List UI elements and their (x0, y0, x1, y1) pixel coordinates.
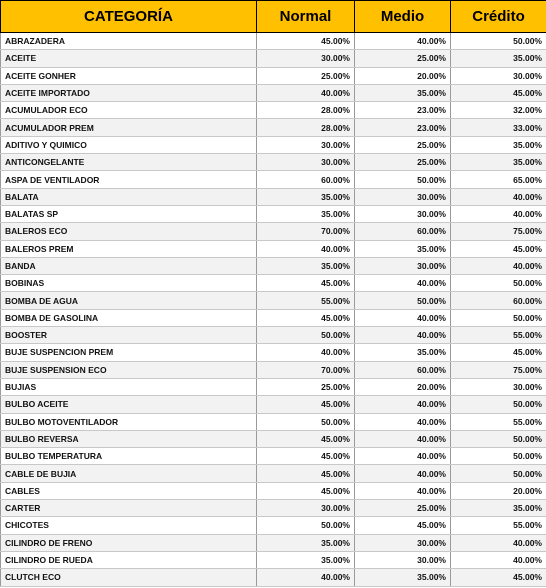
cell-credito[interactable]: 35.00% (451, 154, 546, 171)
cell-credito[interactable]: 75.00% (451, 223, 546, 240)
cell-categoria[interactable]: BOOSTER (1, 327, 257, 344)
cell-categoria[interactable]: BALATA (1, 188, 257, 205)
cell-credito[interactable]: 35.00% (451, 500, 546, 517)
cell-categoria[interactable]: ABRAZADERA (1, 33, 257, 50)
table-row[interactable] (1, 102, 546, 119)
cell-medio[interactable]: 40.00% (355, 413, 451, 430)
cell-medio[interactable]: 50.00% (355, 292, 451, 309)
cell-normal[interactable]: 50.00% (257, 327, 355, 344)
cell-medio[interactable]: 23.00% (355, 119, 451, 136)
cell-categoria[interactable]: BOMBA DE AGUA (1, 292, 257, 309)
cell-credito[interactable]: 50.00% (451, 396, 546, 413)
cell-credito[interactable]: 65.00% (451, 171, 546, 188)
table-row[interactable] (1, 500, 546, 517)
table-row[interactable] (1, 534, 546, 551)
table-row[interactable] (1, 188, 546, 205)
cell-credito[interactable]: 55.00% (451, 517, 546, 534)
cell-categoria[interactable]: BALEROS PREM (1, 240, 257, 257)
cell-credito[interactable]: 35.00% (451, 136, 546, 153)
cell-medio[interactable]: 60.00% (355, 223, 451, 240)
cell-categoria[interactable]: ACEITE (1, 50, 257, 67)
cell-categoria[interactable]: ADITIVO Y QUIMICO (1, 136, 257, 153)
cell-normal[interactable]: 28.00% (257, 119, 355, 136)
table-row[interactable] (1, 257, 546, 274)
header-row (1, 1, 546, 33)
cell-categoria[interactable]: ACUMULADOR PREM (1, 119, 257, 136)
table-header (1, 1, 546, 33)
cell-credito[interactable]: 60.00% (451, 292, 546, 309)
cell-medio[interactable]: 50.00% (355, 171, 451, 188)
cell-categoria[interactable]: BOMBA DE GASOLINA (1, 309, 257, 326)
cell-normal[interactable]: 70.00% (257, 361, 355, 378)
cell-credito[interactable]: 50.00% (451, 465, 546, 482)
cell-medio[interactable]: 60.00% (355, 361, 451, 378)
cell-medio[interactable]: 40.00% (355, 396, 451, 413)
cell-medio[interactable]: 25.00% (355, 500, 451, 517)
table-row[interactable] (1, 327, 546, 344)
cell-categoria[interactable]: BALATAS SP (1, 205, 257, 222)
cell-credito[interactable]: 40.00% (451, 205, 546, 222)
column-header-medio[interactable]: Medio (355, 1, 451, 33)
table-row[interactable] (1, 205, 546, 222)
cell-normal[interactable]: 35.00% (257, 534, 355, 551)
table-row[interactable] (1, 292, 546, 309)
cell-medio[interactable]: 25.00% (355, 154, 451, 171)
cell-categoria[interactable]: BULBO ACEITE (1, 396, 257, 413)
cell-medio[interactable]: 30.00% (355, 534, 451, 551)
cell-credito[interactable]: 55.00% (451, 327, 546, 344)
cell-medio[interactable]: 35.00% (355, 569, 451, 586)
cell-medio[interactable]: 45.00% (355, 517, 451, 534)
cell-medio[interactable]: 20.00% (355, 378, 451, 395)
cell-credito[interactable]: 45.00% (451, 344, 546, 361)
cell-normal[interactable]: 45.00% (257, 448, 355, 465)
cell-medio[interactable]: 40.00% (355, 327, 451, 344)
cell-credito[interactable]: 32.00% (451, 102, 546, 119)
table-row[interactable] (1, 67, 546, 84)
table-row[interactable] (1, 240, 546, 257)
cell-medio[interactable]: 35.00% (355, 240, 451, 257)
cell-medio[interactable]: 25.00% (355, 50, 451, 67)
table-row[interactable] (1, 430, 546, 447)
column-header-categoria[interactable]: CATEGORÍA (1, 1, 257, 33)
cell-medio[interactable]: 35.00% (355, 84, 451, 101)
cell-normal[interactable]: 50.00% (257, 517, 355, 534)
cell-medio[interactable]: 20.00% (355, 67, 451, 84)
cell-normal[interactable]: 28.00% (257, 102, 355, 119)
cell-categoria[interactable]: CABLE DE BUJIA (1, 465, 257, 482)
table-row[interactable] (1, 378, 546, 395)
cell-normal[interactable]: 35.00% (257, 188, 355, 205)
cell-normal[interactable]: 25.00% (257, 67, 355, 84)
table-row[interactable] (1, 361, 546, 378)
cell-credito[interactable]: 75.00% (451, 361, 546, 378)
cell-credito[interactable]: 50.00% (451, 275, 546, 292)
cell-categoria[interactable]: ACEITE IMPORTADO (1, 84, 257, 101)
cell-credito[interactable]: 45.00% (451, 240, 546, 257)
cell-normal[interactable]: 40.00% (257, 569, 355, 586)
cell-normal[interactable]: 35.00% (257, 205, 355, 222)
table-row[interactable] (1, 551, 546, 568)
cell-normal[interactable]: 35.00% (257, 257, 355, 274)
cell-medio[interactable]: 30.00% (355, 188, 451, 205)
cell-credito[interactable]: 35.00% (451, 50, 546, 67)
cell-medio[interactable]: 40.00% (355, 430, 451, 447)
table-row[interactable] (1, 309, 546, 326)
cell-categoria[interactable]: BUJIAS (1, 378, 257, 395)
cell-categoria[interactable]: BULBO MOTOVENTILADOR (1, 413, 257, 430)
table-row[interactable] (1, 482, 546, 499)
cell-credito[interactable]: 40.00% (451, 551, 546, 568)
cell-medio[interactable]: 23.00% (355, 102, 451, 119)
cell-categoria[interactable]: CABLES (1, 482, 257, 499)
cell-credito[interactable]: 55.00% (451, 413, 546, 430)
cell-medio[interactable]: 30.00% (355, 551, 451, 568)
cell-medio[interactable]: 30.00% (355, 205, 451, 222)
cell-categoria[interactable]: ACEITE GONHER (1, 67, 257, 84)
cell-categoria[interactable]: BOBINAS (1, 275, 257, 292)
cell-normal[interactable]: 70.00% (257, 223, 355, 240)
table-row[interactable] (1, 275, 546, 292)
cell-categoria[interactable]: ACUMULADOR ECO (1, 102, 257, 119)
cell-normal[interactable]: 30.00% (257, 154, 355, 171)
cell-normal[interactable]: 45.00% (257, 482, 355, 499)
cell-normal[interactable]: 45.00% (257, 309, 355, 326)
table-row[interactable] (1, 465, 546, 482)
cell-categoria[interactable]: BULBO TEMPERATURA (1, 448, 257, 465)
table-row[interactable] (1, 84, 546, 101)
column-header-normal[interactable]: Normal (257, 1, 355, 33)
cell-medio[interactable]: 40.00% (355, 482, 451, 499)
cell-medio[interactable]: 30.00% (355, 257, 451, 274)
column-header-credito[interactable]: Crédito (451, 1, 546, 33)
table-row[interactable] (1, 396, 546, 413)
table-row[interactable] (1, 50, 546, 67)
cell-credito[interactable]: 40.00% (451, 534, 546, 551)
cell-normal[interactable]: 40.00% (257, 240, 355, 257)
cell-credito[interactable]: 30.00% (451, 378, 546, 395)
table-row[interactable] (1, 569, 546, 586)
cell-categoria[interactable]: BUJE SUSPENCION PREM (1, 344, 257, 361)
table-row[interactable] (1, 119, 546, 136)
cell-medio[interactable]: 40.00% (355, 465, 451, 482)
cell-categoria[interactable]: CILINDRO DE RUEDA (1, 551, 257, 568)
table-body (1, 33, 546, 587)
cell-medio[interactable]: 40.00% (355, 275, 451, 292)
cell-medio[interactable]: 40.00% (355, 33, 451, 50)
cell-categoria[interactable]: CILINDRO DE FRENO (1, 534, 257, 551)
cell-medio[interactable]: 35.00% (355, 344, 451, 361)
cell-categoria[interactable]: BALEROS ECO (1, 223, 257, 240)
cell-normal[interactable]: 45.00% (257, 275, 355, 292)
cell-categoria[interactable]: CLUTCH ECO (1, 569, 257, 586)
cell-credito[interactable]: 45.00% (451, 84, 546, 101)
cell-normal[interactable]: 45.00% (257, 430, 355, 447)
cell-credito[interactable]: 50.00% (451, 33, 546, 50)
cell-credito[interactable]: 40.00% (451, 188, 546, 205)
cell-medio[interactable]: 25.00% (355, 136, 451, 153)
cell-categoria[interactable]: CARTER (1, 500, 257, 517)
table-row[interactable] (1, 517, 546, 534)
cell-categoria[interactable]: ANTICONGELANTE (1, 154, 257, 171)
cell-credito[interactable]: 20.00% (451, 482, 546, 499)
cell-normal[interactable]: 45.00% (257, 465, 355, 482)
table-row[interactable] (1, 448, 546, 465)
cell-credito[interactable]: 30.00% (451, 67, 546, 84)
cell-credito[interactable]: 40.00% (451, 257, 546, 274)
cell-credito[interactable]: 50.00% (451, 430, 546, 447)
table-row[interactable] (1, 223, 546, 240)
cell-credito[interactable]: 50.00% (451, 448, 546, 465)
cell-normal[interactable]: 45.00% (257, 33, 355, 50)
cell-medio[interactable]: 40.00% (355, 448, 451, 465)
cell-normal[interactable]: 55.00% (257, 292, 355, 309)
cell-categoria[interactable]: ASPA DE VENTILADOR (1, 171, 257, 188)
cell-normal[interactable]: 30.00% (257, 500, 355, 517)
table-row[interactable] (1, 413, 546, 430)
cell-credito[interactable]: 33.00% (451, 119, 546, 136)
cell-normal[interactable]: 25.00% (257, 378, 355, 395)
cell-normal[interactable]: 30.00% (257, 50, 355, 67)
cell-categoria[interactable]: BULBO REVERSA (1, 430, 257, 447)
table-row[interactable] (1, 136, 546, 153)
cell-normal[interactable]: 45.00% (257, 396, 355, 413)
table-row[interactable] (1, 154, 546, 171)
cell-categoria[interactable]: BANDA (1, 257, 257, 274)
cell-credito[interactable]: 45.00% (451, 569, 546, 586)
table-row[interactable] (1, 344, 546, 361)
cell-normal[interactable]: 35.00% (257, 551, 355, 568)
table-row[interactable] (1, 33, 546, 50)
cell-normal[interactable]: 40.00% (257, 344, 355, 361)
cell-normal[interactable]: 50.00% (257, 413, 355, 430)
cell-categoria[interactable]: CHICOTES (1, 517, 257, 534)
cell-credito[interactable]: 50.00% (451, 309, 546, 326)
cell-medio[interactable]: 40.00% (355, 309, 451, 326)
cell-categoria[interactable]: BUJE SUSPENSION ECO (1, 361, 257, 378)
cell-normal[interactable]: 40.00% (257, 84, 355, 101)
table-row[interactable] (1, 171, 546, 188)
cell-normal[interactable]: 60.00% (257, 171, 355, 188)
cell-normal[interactable]: 30.00% (257, 136, 355, 153)
